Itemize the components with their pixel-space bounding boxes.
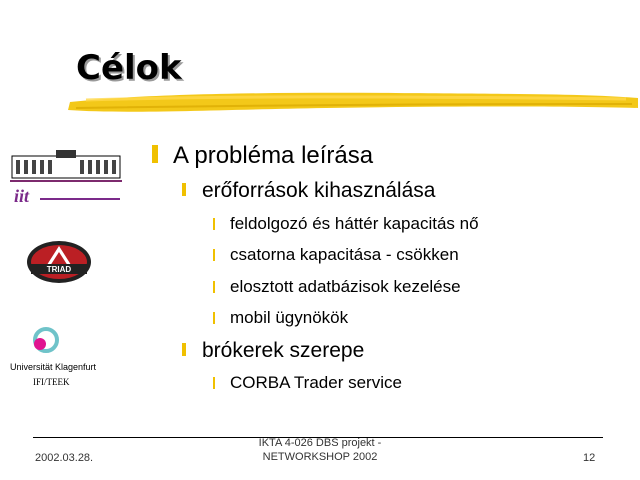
bullet-l1: A probléma leírása [173, 142, 374, 169]
svg-text:iit: iit [14, 186, 30, 206]
title-underline-brush [66, 84, 640, 116]
bullet-marker-l1 [152, 145, 158, 163]
footer-date: 2002.03.28. [35, 452, 94, 464]
footer-project-line1: IKTA 4-026 DBS projekt - [258, 437, 382, 449]
bullet-marker-l2 [182, 183, 186, 196]
bullet-marker-l3 [213, 218, 215, 230]
bullet-l2: erőforrások kihasználása [202, 179, 436, 202]
bullet-l3: feldolgozó és háttér kapacitás nő [230, 214, 479, 233]
bullet-l2: brókerek szerepe [202, 339, 365, 362]
footer-project [200, 436, 440, 464]
svg-text:Universität Klagenfurt: Universität Klagenfurt [10, 362, 97, 372]
page-number: 12 [583, 452, 596, 464]
bullet-marker-l3 [213, 249, 215, 261]
bullet-l3: elosztott adatbázisok kezelése [230, 277, 461, 296]
footer-project-line2: NETWORKSHOP 2002 [262, 451, 378, 463]
bullet-marker-l3 [213, 377, 215, 389]
triad-logo [25, 238, 93, 286]
bullet-marker-l3 [213, 312, 215, 324]
bullet-marker-l3 [213, 281, 215, 293]
svg-text:TRIAD: TRIAD [46, 265, 72, 274]
ifi-label: IFI/TEEK [33, 377, 70, 387]
bullet-l3: mobil ügynökök [230, 308, 349, 327]
bullet-l3: CORBA Trader service [230, 373, 402, 392]
university-logo [10, 150, 122, 206]
klagenfurt-logo [10, 326, 112, 374]
page-title: Célok [76, 48, 182, 88]
bullet-marker-l2 [182, 343, 186, 356]
bullet-l3: csatorna kapacitása - csökken [230, 245, 459, 264]
